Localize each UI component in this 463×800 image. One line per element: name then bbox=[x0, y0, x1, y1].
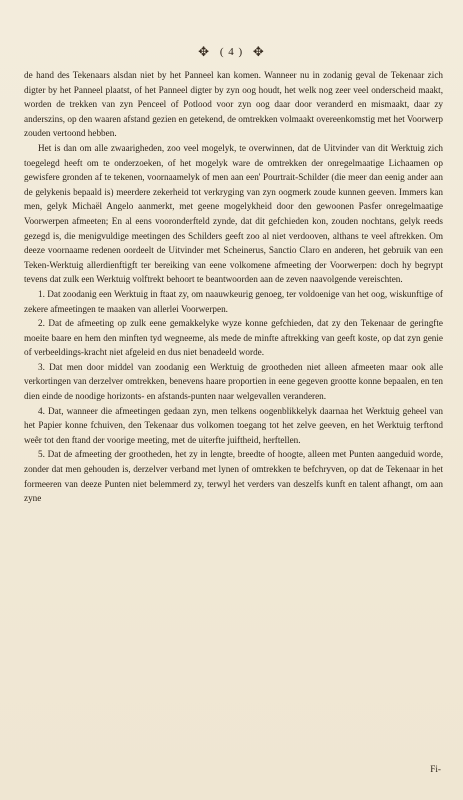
paragraph-main: Het is dan om alle zwaarigheden, zoo veel mogelyk, te overwinnen, dat de Uitvinder van dit Werktuig zich toegelegd heeft om te onderzoeken, of het mogelyk ware de omtrekken der onregelmaatige Lichaamen op gewisfere gronden af te tekenen, voornaamelyk of men aan een' Pourtrait-Schilder (die meer dan eenig ander aan de gelykenis bepaald is) meerdere zekerheid tot verkryging van zyn oogmerk zoude kunnen geeven. Immers kan men, gelyk Michaël Angelo aanmerkt, met geene mogelykheid door den gewoonen Pasfer onregelmaatige Voorwerpen afmeeten; En al eens vooronderfteld zynde, dat dit gefchieden kon, zouden nochtans, gelyk reeds gezegd is, die menigvuldige meetingen des Schilders geeft zoo al niet verdooven, althans te veel aftrekken. Om deeze voornaame redenen oordeelt de Uitvinder met Scheinerus, Sanctio Claro en anderen, het gebruik van een Teken-Werktuig allerdienftigft ter bereiking van eene volkomene afmeeting der Voorwerpen: doch hy begrypt tevens dat zulk een Werktuig volftrekt behoort te beantwoorden aan de zeven naavolgende vereischten. bbox=[24, 142, 443, 285]
ornament-right-icon: ✥ bbox=[252, 44, 265, 59]
paragraph-continuation: de hand des Tekenaars alsdan niet by het Panneel kan komen. Wanneer nu in zodanig geval de Tekenaar zich digter by het Panneel plaatst, of het Panneel digter by zyn oog houdt, het welk nog zeer veel onderscheid maakt, worden de trekken van zyn Penceel of Potlood voor zyn oog daar door veranderd en mismaakt, daar zy anderszins, op den waaren afstand gezien en getekend, de omtrekken volmaakt overeenkomstig met het Voorwerp zouden vertoond hebben. bbox=[24, 70, 443, 139]
page-header bbox=[0, 44, 463, 60]
catchword: Fi- bbox=[430, 764, 441, 774]
page-number: ( 4 ) bbox=[219, 46, 244, 58]
requirement-2: 2. Dat de afmeeting op zulk eene gemakkelyke wyze konne gefchieden, dat zy den Tekenaar de geringfte moeite baare en hem den minften tyd wegneeme, als mede de minfte aftrekking van geeft koste, op dat zyn genie of verbeeldings-kracht niet afgeleid en dus niet benadeeld worde. bbox=[24, 318, 443, 358]
requirement-3: 3. Dat men door middel van zoodanig een Werktuig de grootheden niet alleen afmeeten maar ook alle verkortingen van derzelver omtrekken, benevens haare proportien in eene gegeven grootte konne bepaalen, en ten dien einde de noodige horizonts- en afstands-punten naar welgevallen veranderen. bbox=[24, 361, 443, 402]
ornament-left-icon: ✥ bbox=[198, 44, 211, 59]
requirement-5: 5. Dat de afmeeting der grootheden, het zy in lengte, breedte of hoogte, alleen met Punten aangeduid worde, zonder dat men gehouden is, derzelver verband met lynen of omtrekken te befchryven, op dat de Tekenaar in het formeeren van deeze Punten niet belemmerd zy, terwyl het verders van deszelfs kunft en talent afhangt, om aan zyne bbox=[24, 449, 443, 504]
requirement-1: 1. Dat zoodanig een Werktuig in ftaat zy, om naauwkeurig genoeg, ter voldoenige van het oog, wiskunftige of zekere afmeetingen te maaken van allerlei Voorwerpen. bbox=[24, 288, 443, 314]
requirement-4: 4. Dat, wanneer die afmeetingen gedaan zyn, men telkens oogenblikkelyk daarnaa het Werktuig geheel van het Papier konne fchuiven, den Tekenaar dus volkomen toegang tot het zelve geeven, en het Werktuig terftond weêr tot den ftand der voorige meeting, met de uiterfte juiftheid, herftellen. bbox=[24, 405, 443, 445]
body-text bbox=[24, 68, 443, 506]
